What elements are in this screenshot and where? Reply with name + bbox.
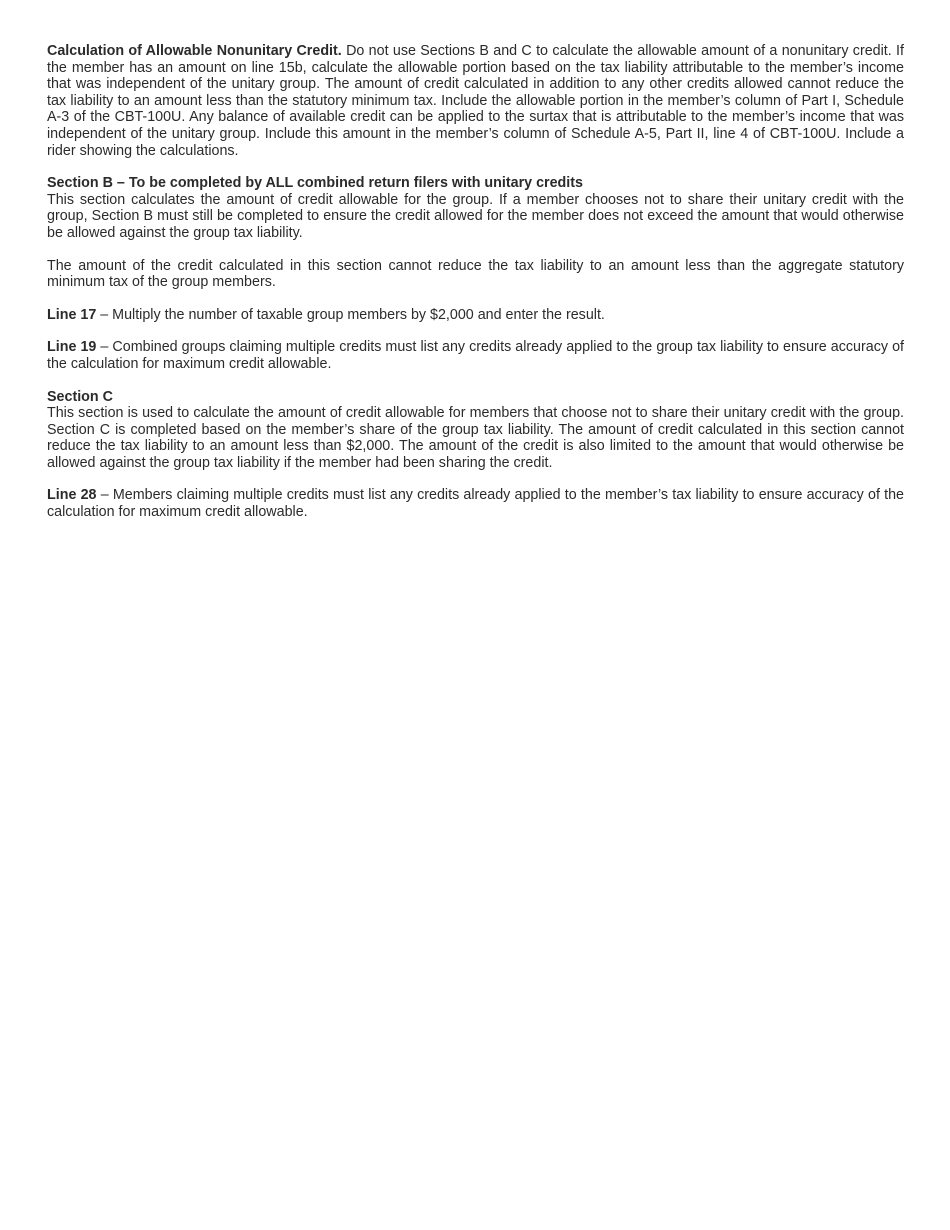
line-28-text: – Members claiming multiple credits must list any credits already applied to the member’s tax liability to ensure accuracy of the calculation for maximum credit allowable. [47,487,905,521]
line-28-label: Line 28 [47,487,97,504]
line-17-text: – Multiply the number of taxable group members by $2,000 and enter the result. [96,306,605,323]
section-b [47,175,904,241]
line-17-label: Line 17 [47,306,97,323]
line-19-text: – Combined groups claiming multiple credits must list any credits already applied to the group tax liability to ensure accuracy of the calculation for maximum credit allowable. [47,339,904,372]
section-c [47,389,904,472]
document-page [47,43,904,521]
section-b-text: This section calculates the amount of credit allowable for the group. If a member chooses not to share their unitary credit with the group, Section B must still be completed to ensure the credit allowed for the member does not exceed the amount that would otherwise be allowed against the group tax liability. [47,191,904,241]
line-28-paragraph [47,487,904,520]
nonunitary-credit-paragraph [47,43,904,159]
section-c-text: This section is used to calculate the amount of credit allowable for members that choose not to share their unitary credit with the group. Section C is completed based on the member’s share of the group tax liability. The amount of credit calculated in this section cannot reduce the tax liability to an amount less than $2,000. The amount of the credit is also limited to the amount that would otherwise be allowed against the group tax liability if the member had been sharing the credit. [47,405,904,471]
section-c-heading: Section C [47,388,113,405]
line-19-paragraph [47,339,904,372]
line-19-label: Line 19 [47,339,97,356]
nonunitary-credit-text: Do not use Sections B and C to calculate the allowable amount of a nonunitary credit. If the member has an amount on line 15b, calculate the allowable portion based on the tax liability attributable to the member’s income that was independent of the unitary group. The amount of credit calculated in addition to any other credits allowed cannot reduce the tax liability to an amount less than the statutory minimum tax. Include the allowable portion in the member’s column of Part I, Schedule A-3 of the CBT-100U. Any balance of available credit can be applied to the surtax that is attributable to the member’s income that was independent of the unitary group. Include this amount in the member’s column of Schedule A-5, Part II, line 4 of CBT-100U. Include a rider showing the calculations. [47,43,904,159]
section-b-heading: Section B – To be completed by ALL combined return filers with unitary credits [47,175,583,192]
aggregate-minimum-tax-paragraph: The amount of the credit calculated in this section cannot reduce the tax liability to an amount less than the aggregate statutory minimum tax of the group members. [47,257,904,291]
nonunitary-credit-title: Calculation of Allowable Nonunitary Credit. [47,43,342,59]
line-17-paragraph [47,307,904,324]
